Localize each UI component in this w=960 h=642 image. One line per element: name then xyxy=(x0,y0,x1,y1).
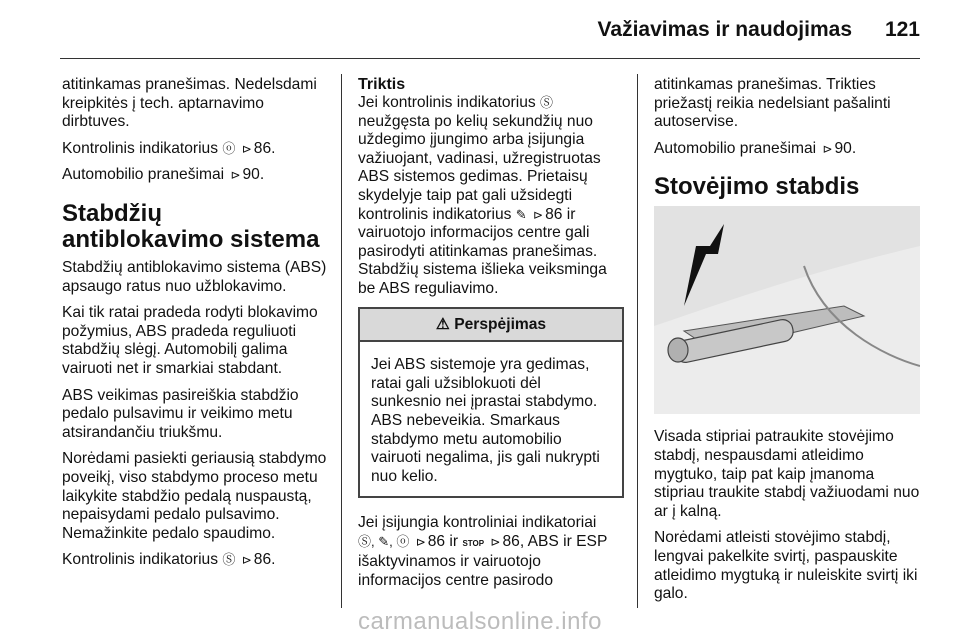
text: Automobilio pranešimai xyxy=(654,139,817,157)
text: Jei kontrolinis indikatorius xyxy=(358,94,536,111)
column-divider xyxy=(341,74,342,608)
paragraph xyxy=(62,551,328,570)
warning-triangle-icon: ⚠ xyxy=(435,315,450,333)
page-header xyxy=(0,0,960,58)
reference-arrow-icon: ⊳ xyxy=(241,141,252,156)
page-reference[interactable]: 90. xyxy=(242,166,265,184)
parking-brake-lever-image xyxy=(654,206,920,414)
column-1 xyxy=(62,76,328,578)
page-reference[interactable]: 86. xyxy=(253,139,276,157)
column-3 xyxy=(654,76,920,612)
column-2 xyxy=(358,76,624,599)
reference-arrow-icon: ⊳ xyxy=(241,553,252,568)
wrench-icon: ✎ xyxy=(515,206,527,222)
text: Kontrolinis indikatorius xyxy=(62,139,219,157)
paragraph: Visada stipriai patraukite stovėjimo stabdį, nespausdami atleidimo mygtuko, taip pat kaip įmanoma stipriau traukite stabdį važiuodami nuo ar į kalną. xyxy=(654,428,920,520)
paragraph xyxy=(62,140,328,159)
section-heading: Stovėjimo stabdis xyxy=(654,173,860,201)
paragraph: Norėdami pasiekti geriausią stabdymo poveikį, viso stabdymo proceso metu laikykite stabdžio pedalą nuspaustą, nepaisydami pedalo pulsavimo. Nemažinkite pedalo spaudimo. xyxy=(62,450,327,542)
page-reference: 86 ir xyxy=(427,532,459,550)
parking-brake-illustration xyxy=(654,206,920,414)
watermark: carmanualsonline.info xyxy=(358,608,602,635)
paragraph: Norėdami atleisti stovėjimo stabdį, lengvai pakelkite svirtį, paspauskite atleidimo mygtuką ir nuleiskite svirtį iki galo. xyxy=(654,529,918,603)
warning-title: Perspėjimas xyxy=(454,315,547,333)
header-title: Važiavimas ir naudojimas xyxy=(597,18,852,41)
text: neužgęsta po kelių sekundžių nuo uždegimo įjungimo arba įsijungia važiuojant, vadinasi, užregistruotas ABS sistemos gedimas. Prietaisų skydelyje taip pat gali užsidegti kontrolinis indikatorius xyxy=(358,112,601,223)
warning-body: Jei ABS sistemoje yra gedimas, ratai gali užsiblokuoti dėl sunkesnio nei įprastai stabdymo. ABS nebeveikia. Smarkaus stabdymo metu automobilio vairuoti negalima, jis gali nukrypti nuo kelio. xyxy=(371,356,600,485)
brake-warning-icon: ⓞ xyxy=(222,140,236,156)
paragraph xyxy=(358,94,624,299)
page-reference: 86, ABS ir ESP išaktyvinamos ir vairuotojo informacijos centre pasirodo xyxy=(358,532,608,590)
abs-icon: Ⓢ xyxy=(222,552,236,568)
warning-header xyxy=(360,309,622,343)
paragraph: Stabdžių antiblokavimo sistema (ABS) apsaugo ratus nuo užblokavimo. xyxy=(62,258,327,295)
reference-arrow-icon: ⊳ xyxy=(490,534,501,549)
reference-arrow-icon: ⊳ xyxy=(822,141,833,156)
column-divider xyxy=(637,74,638,608)
abs-icon: Ⓢ xyxy=(540,95,554,110)
page-reference[interactable]: 90. xyxy=(834,139,857,157)
reference-arrow-icon: ⊳ xyxy=(415,534,426,549)
page-reference: 86 ir vairuotojo informacijos centre gali pasirodyti atitinkamas pranešimas. Stabdžių sistema išlieka veiksminga be ABS reguliavimo. xyxy=(358,205,607,297)
paragraph: ABS veikimas pasireiškia stabdžio pedalo pulsavimu ir veikimo metu atsirandančiu triukšmu. xyxy=(62,386,299,441)
text: Automobilio pranešimai xyxy=(62,166,225,184)
paragraph: atitinkamas pranešimas. Nedelsdami kreipkitės į tech. aptarnavimo dirbtuves. xyxy=(62,76,317,131)
page-reference[interactable]: 86. xyxy=(253,551,276,569)
warning-box xyxy=(358,307,624,499)
reference-arrow-icon: ⊳ xyxy=(533,207,544,222)
paragraph: atitinkamas pranešimas. Trikties priežastį reikia nedelsiant pašalinti autoservise. xyxy=(654,76,891,131)
reference-arrow-icon: ⊳ xyxy=(230,168,241,183)
paragraph: Kai tik ratai pradeda rodyti blokavimo požymius, ABS pradeda reguliuoti stabdžių slėgį. Automobilį galima vairuoti net ir smarkiai stabdant. xyxy=(62,304,318,377)
text: Kontrolinis indikatorius xyxy=(62,551,219,569)
header-rule xyxy=(60,58,920,59)
section-heading: Stabdžių antiblokavimo sistema xyxy=(62,199,320,253)
subsection-heading: Triktis xyxy=(358,76,406,93)
indicator-icons: Ⓢ, ✎, ⓞ xyxy=(358,533,410,549)
paragraph xyxy=(654,140,920,159)
paragraph xyxy=(358,514,624,590)
text: Jei įsijungia kontroliniai indikatoriai xyxy=(358,514,597,532)
page-number: 121 xyxy=(884,18,920,41)
stop-icon: STOP xyxy=(462,538,485,548)
paragraph xyxy=(62,166,328,185)
